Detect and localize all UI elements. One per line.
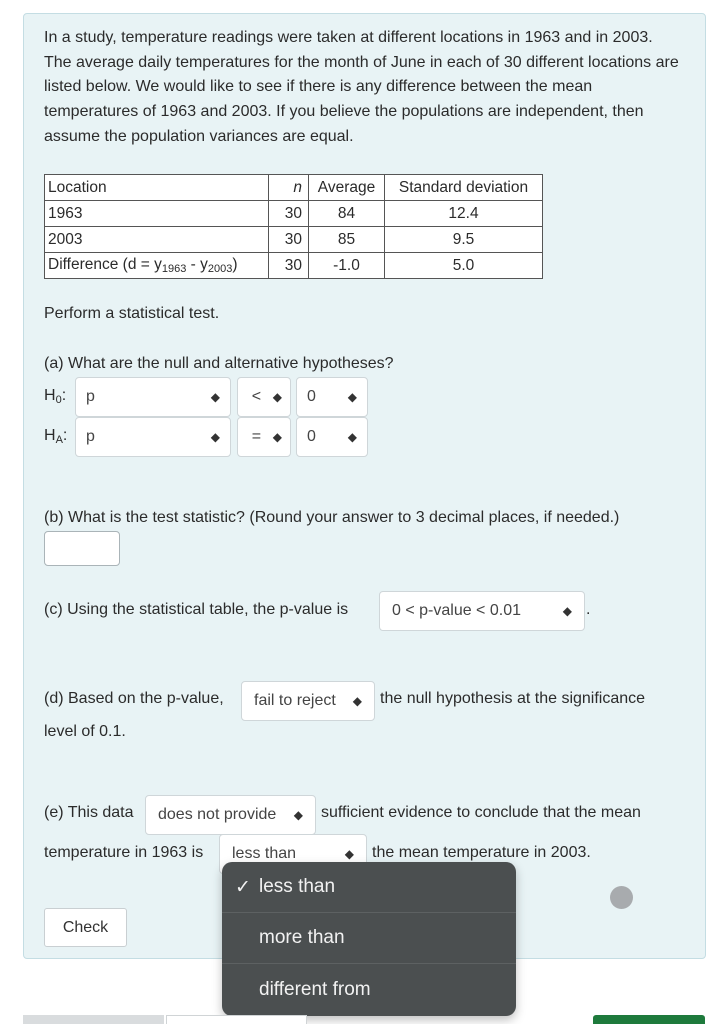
diff-prefix: Difference (d = y bbox=[48, 256, 162, 273]
part-d-line2: level of 0.1. bbox=[44, 723, 126, 740]
ha-label: $H_A$: bbox=[44, 427, 68, 446]
part-c-prefix: (c) Using the statistical table, the p-value is bbox=[44, 601, 349, 618]
perform-text: Perform a statistical test. bbox=[44, 305, 220, 322]
part-d-prefix: (d) Based on the p-value, bbox=[44, 690, 224, 707]
cell-n: 30 bbox=[269, 253, 309, 279]
diff-sub-1963: 1963 bbox=[161, 263, 187, 275]
ha-value-select[interactable]: 0 ◆ bbox=[296, 417, 368, 457]
cell-average: -1.0 bbox=[309, 253, 385, 279]
checkmark-icon: ✓ bbox=[235, 876, 251, 898]
part-e-line2-prefix: temperature in 1963 is bbox=[44, 844, 204, 861]
cell-location: 1963 bbox=[45, 201, 269, 227]
dropdown-option-different-from[interactable]: different from bbox=[259, 978, 371, 1000]
decision-select[interactable]: fail to reject ◆ bbox=[241, 681, 375, 721]
table-row bbox=[45, 201, 543, 227]
h0-label: $H_0$: bbox=[44, 387, 67, 406]
cell-location-difference bbox=[45, 253, 269, 279]
select-arrow-icon: ◆ bbox=[210, 430, 220, 444]
select-arrow-icon: ◆ bbox=[272, 430, 282, 444]
select-arrow-icon: ◆ bbox=[352, 694, 362, 708]
intro-text: In a study, temperature readings were taken at different locations in 1963 and in 2003. The average daily temperatures for the month of June in each of 30 different locations are listed below. We would like to see if there is any difference between the mean temperatures of 1963 and 2003. If you believe the populations are independent, then assume the population variances are equal. bbox=[44, 29, 679, 145]
cell-n: 30 bbox=[269, 201, 309, 227]
dropdown-option-more-than[interactable]: more than bbox=[222, 913, 516, 964]
dropdown-option-less-than[interactable]: ✓ less than bbox=[222, 862, 516, 913]
part-c-suffix: . bbox=[586, 601, 591, 618]
select-arrow-icon: ◆ bbox=[272, 390, 282, 404]
select-arrow-icon: ◆ bbox=[344, 847, 354, 861]
header-sd: Standard deviation bbox=[385, 175, 543, 201]
cell-sd: 5.0 bbox=[385, 253, 543, 279]
part-e-prefix: (e) This data bbox=[44, 804, 134, 821]
cell-sd: 12.4 bbox=[385, 201, 543, 227]
select-arrow-icon: ◆ bbox=[347, 390, 357, 404]
nav-button-middle[interactable] bbox=[166, 1015, 307, 1024]
h0-operator-select[interactable]: < ◆ bbox=[237, 377, 291, 417]
test-statistic-input[interactable] bbox=[44, 531, 120, 566]
h0-parameter-select[interactable]: p ◆ bbox=[75, 377, 231, 417]
comparison-dropdown-menu bbox=[222, 862, 516, 1016]
table-row bbox=[45, 227, 543, 253]
part-a-question: (a) What are the null and alternative hypotheses? bbox=[44, 355, 394, 372]
cell-location: 2003 bbox=[45, 227, 269, 253]
diff-suffix: ) bbox=[232, 256, 238, 273]
table-row-difference bbox=[45, 253, 543, 279]
header-n: n bbox=[269, 175, 309, 201]
diff-minus: - y bbox=[186, 256, 208, 273]
select-arrow-icon: ◆ bbox=[562, 604, 572, 618]
header-average: Average bbox=[309, 175, 385, 201]
status-dot bbox=[610, 886, 633, 909]
cell-n: 30 bbox=[269, 227, 309, 253]
h0-value-select[interactable]: 0 ◆ bbox=[296, 377, 368, 417]
select-arrow-icon: ◆ bbox=[293, 808, 303, 822]
check-button[interactable]: Check bbox=[44, 908, 127, 947]
ha-parameter-select[interactable]: p ◆ bbox=[75, 417, 231, 457]
p-value-select[interactable]: 0 < p-value < 0.01 ◆ bbox=[379, 591, 585, 631]
data-table bbox=[44, 174, 543, 279]
comparison-select[interactable]: less than ◆ bbox=[219, 834, 367, 874]
table-header-row bbox=[45, 175, 543, 201]
part-e-line2-suffix: the mean temperature in 2003. bbox=[372, 844, 591, 861]
nav-button-next[interactable] bbox=[593, 1015, 705, 1024]
header-location: Location bbox=[45, 175, 269, 201]
cell-sd: 9.5 bbox=[385, 227, 543, 253]
part-b-question: (b) What is the test statistic? (Round your answer to 3 decimal places, if needed.) bbox=[44, 509, 620, 526]
cell-average: 84 bbox=[309, 201, 385, 227]
evidence-select[interactable]: does not provide ◆ bbox=[145, 795, 316, 835]
cell-average: 85 bbox=[309, 227, 385, 253]
select-arrow-icon: ◆ bbox=[347, 430, 357, 444]
part-e-suffix: sufficient evidence to conclude that the mean bbox=[321, 804, 641, 821]
diff-sub-2003: 2003 bbox=[207, 263, 233, 275]
select-arrow-icon: ◆ bbox=[210, 390, 220, 404]
part-d-suffix: the null hypothesis at the significance bbox=[380, 690, 646, 707]
ha-operator-select[interactable]: = ◆ bbox=[237, 417, 291, 457]
nav-button-previous[interactable] bbox=[23, 1015, 164, 1024]
